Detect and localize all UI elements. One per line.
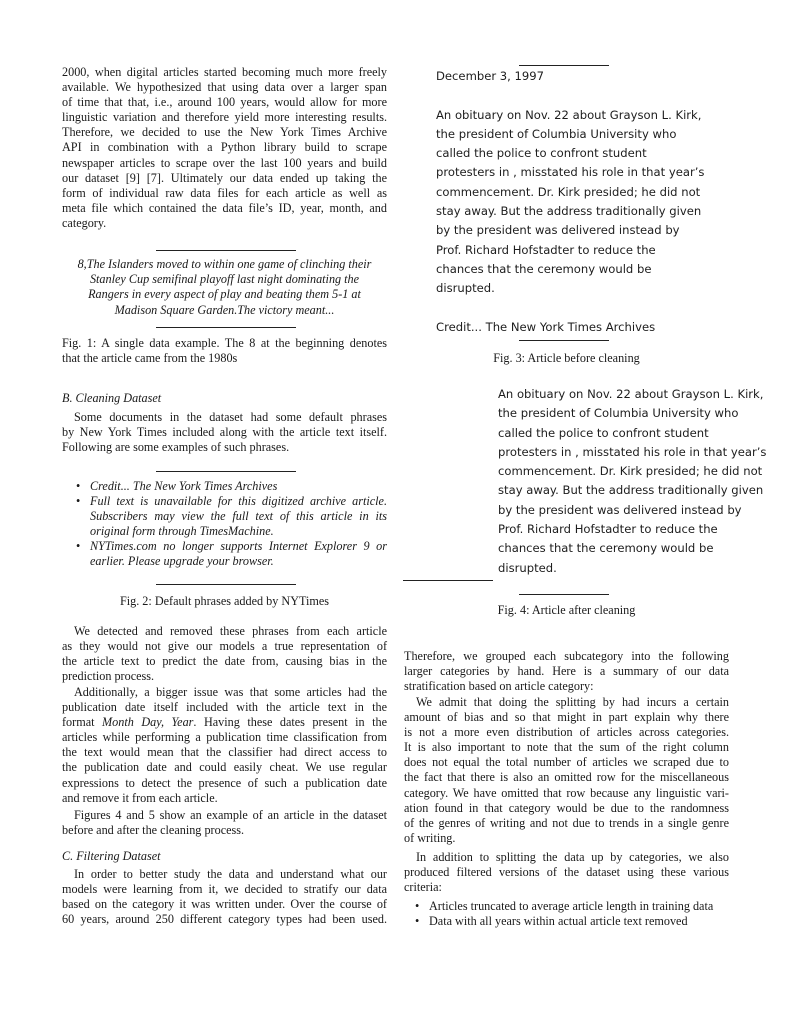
fig1-caption: Fig. 1: A single data example. The 8 at the beginning denotes that the article came from the 1980s [62, 336, 387, 365]
section-b-heading: B. Cleaning Dataset [62, 391, 162, 405]
bias-paragraph: We admit that doing the splitting by had incurs a certain amount of bias and so that might in part explain why there is not a more even distribution of articles across categories. It is also important to note that the sum of the right column does not equal the total number of articles we scraped due to the fact that there is also an omitted row for the miscellaneous category. We have omitted that row because any linguistic vari- ation found in that category would be due to the randomness of the genres of writing and not due to trends in a single genre of writing. [404, 695, 729, 845]
bullet-icon: • [76, 539, 81, 554]
fig4-top-rule [519, 594, 609, 595]
figures-paragraph: Figures 4 and 5 show an example of an article in the dataset before and after the cleaning process. [62, 808, 387, 838]
date-paragraph: Additionally, a bigger issue was that some articles had the publication date itself included with the article text in the format Month Day, Year. Having these dates present in the articles while performing a publication time classification from the text would mean that the classifier had direct access to the publication date and could easily cheat. We use regular expressions to detect the presence of such a publication date and remove it from each article. [62, 685, 387, 805]
fig4-caption: Fig. 4: Article after cleaning [497, 603, 636, 617]
fig4-left-rule [403, 580, 493, 581]
filtering-paragraph: In order to better study the data and understand what our models were learning from it, we decided to stratify our data based on the category it was written under. Over the course of 60 years, around 250 different category types had been used. [62, 867, 387, 927]
bullet-icon: • [76, 494, 81, 509]
criteria-list [415, 899, 729, 929]
bullet-icon: • [415, 899, 420, 913]
list-item: • Data with all years within actual article text removed [415, 914, 688, 929]
splitting-paragraph: In addition to splitting the data up by categories, we also produced filtered versions of the dataset using these various criteria: [404, 850, 729, 895]
fig3-bottom-rule [519, 340, 609, 341]
fig2-caption: Fig. 2: Default phrases added by NYTimes [119, 594, 330, 608]
bullet-icon: • [415, 914, 420, 929]
list-item: • Articles truncated to average article length in training data [415, 899, 714, 913]
list-item: • NYTimes.com no longer supports Internet Explorer 9 or earlier. Please upgrade your browser. [76, 539, 387, 569]
list-item: • Credit... The New York Times Archives [76, 479, 278, 493]
intro-paragraph: 2000, when digital articles started becoming much more freely available. We hypothesized that using data over a larger span of time that that, i.e., around 100 years, would allow for more linguistic variation and therefore yield more interesting results. Therefore, we decided to use the New York Times Archive API in combination with a Python library build to scrape newspaper articles to scrape over the last 100 years and build our dataset [9] [7]. Ultimately our data ended up taking the form of individual raw data files for each article as well as meta file which contained the data file’s ID, year, month, and category. [62, 65, 387, 230]
list-item: • Full text is unavailable for this digitized archive article. Subscribers may view the full text of this article in its original form through TimesMachine. [76, 494, 387, 539]
bullet-icon: • [76, 479, 81, 493]
fig2-top-rule [156, 471, 296, 472]
grouped-paragraph: Therefore, we grouped each subcategory into the following larger categories by hand. Here is a summary of our data stratification based on article category: [404, 649, 729, 694]
fig4-article-text: An obituary on Nov. 22 about Grayson L. Kirk, the president of Columbia University who called the police to confront student protesters in , misstated his role in that year’s commencement. Dr. Kirk presided; he did not stay away. But the address traditionally given by the president was delivered instead by Prof. Richard Hofstadter to reduce the chances that the ceremony would be disrupted. [498, 387, 767, 575]
fig1-bottom-rule [156, 327, 296, 328]
date-format-emphasis: Month Day, Year [102, 715, 194, 730]
fig1-top-rule [156, 250, 296, 251]
fig3-caption: Fig. 3: Article before cleaning [493, 351, 640, 365]
removed-paragraph: We detected and removed these phrases from each article as they would not give our models a true representation of the article text to predict the date from, causing bias in the prediction process. [62, 624, 387, 684]
fig2-bottom-rule [156, 584, 296, 585]
default-phrases-list [76, 479, 387, 570]
fig3-article-text: December 3, 1997 An obituary on Nov. 22 about Grayson L. Kirk, the president of Columbia University who called the police to confront student protesters in , misstated his role in that year’s commencement. Dr. Kirk presided; he did not stay away. But the address traditionally given by the president was delivered instead by Prof. Richard Hofstadter to reduce the chances that the ceremony would be disrupted. Credit... The New York Times Archives [436, 69, 705, 334]
fig1-quote: 8,The Islanders moved to within one game of clinching their Stanley Cup semifinal playoff last night dominating the Rangers in every aspect of play and beating them 5-1 at Madison Square Garden.The victory meant... [77, 257, 372, 317]
cleaning-paragraph: Some documents in the dataset had some default phrases by New York Times included along with the article text itself. Following are some examples of such phrases. [62, 410, 387, 455]
section-c-heading: C. Filtering Dataset [62, 849, 161, 863]
fig3-top-rule [519, 65, 609, 66]
